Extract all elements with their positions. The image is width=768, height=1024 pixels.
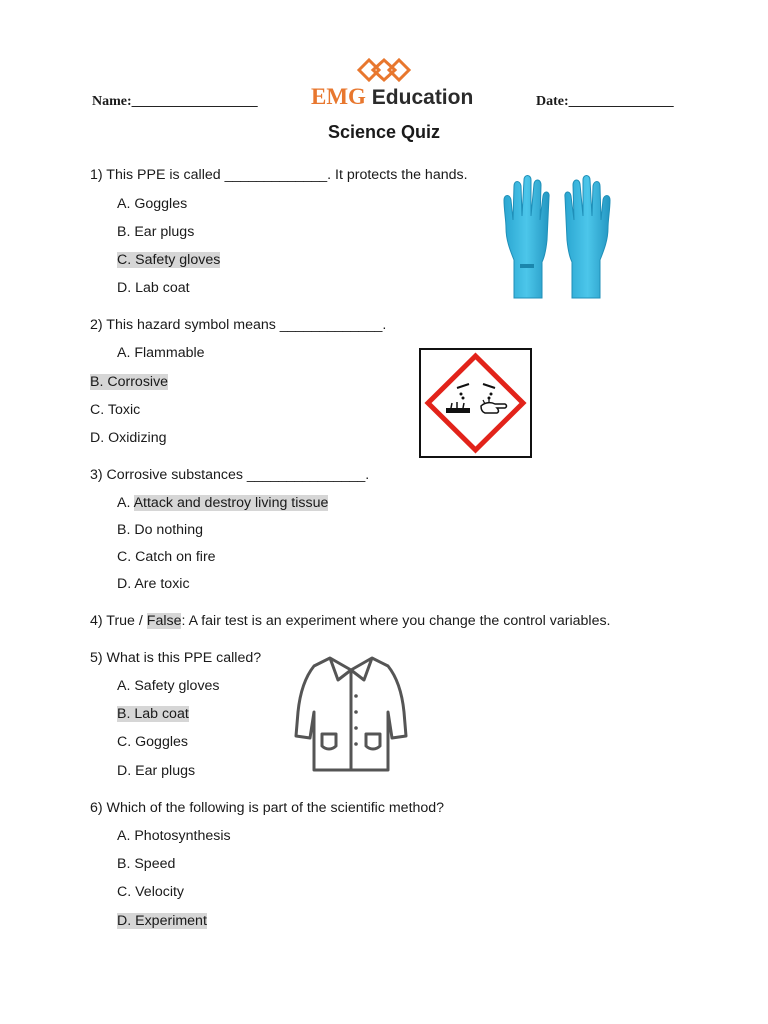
q3-option-a-label: Attack and destroy living tissue xyxy=(133,495,329,511)
q5-option-a[interactable]: A. Safety gloves xyxy=(117,678,220,694)
q3-option-c[interactable]: C. Catch on fire xyxy=(117,549,216,565)
name-field-label xyxy=(92,94,258,110)
q3-option-d[interactable]: D. Are toxic xyxy=(117,576,190,592)
name-line[interactable]: __________________ xyxy=(131,94,258,109)
question-6-text: 6) Which of the following is part of the scientific method? xyxy=(90,800,445,816)
q6-option-b[interactable]: B. Speed xyxy=(117,856,176,872)
question-1-text: 1) This PPE is called _____________. It protects the hands. xyxy=(90,167,468,183)
q6-option-c[interactable]: C. Velocity xyxy=(117,884,185,900)
logo-brand: EMG xyxy=(311,84,366,109)
q4-answer-false[interactable]: False xyxy=(146,613,182,629)
date-label: Date: xyxy=(536,94,569,109)
q6-option-d[interactable] xyxy=(117,913,207,929)
q6-option-a[interactable]: A. Photosynthesis xyxy=(117,828,231,844)
q2-option-d[interactable]: D. Oxidizing xyxy=(90,430,167,446)
q3-option-a-prefix: A. xyxy=(117,495,134,511)
q5-option-b-label: B. Lab coat xyxy=(117,706,189,722)
q3-option-a[interactable] xyxy=(117,495,328,511)
emg-logo-icon xyxy=(355,56,413,84)
question-5-text: 5) What is this PPE called? xyxy=(90,650,262,666)
q1-option-c-label: C. Safety gloves xyxy=(117,252,221,268)
corrosive-hazard-icon xyxy=(419,348,532,458)
q1-option-c[interactable] xyxy=(117,252,220,268)
q1-option-d[interactable]: D. Lab coat xyxy=(117,280,190,296)
q2-option-c[interactable]: C. Toxic xyxy=(90,402,141,418)
q1-option-a[interactable]: A. Goggles xyxy=(117,196,188,212)
q4-text-pre: 4) True / xyxy=(90,613,147,629)
lab-coat-image xyxy=(292,652,410,776)
logo-wordmark xyxy=(311,84,473,110)
q3-option-b[interactable]: B. Do nothing xyxy=(117,522,203,538)
q2-option-a[interactable]: A. Flammable xyxy=(117,345,205,361)
corrosive-symbol-image xyxy=(419,348,532,458)
gloves-image xyxy=(500,170,620,304)
q6-option-d-label: D. Experiment xyxy=(117,913,207,929)
q2-option-b[interactable] xyxy=(90,374,168,390)
gloves-icon xyxy=(500,170,620,304)
q4-text-post: : A fair test is an experiment where you change the control variables. xyxy=(181,613,611,629)
name-label: Name: xyxy=(92,94,132,109)
q2-option-b-label: B. Corrosive xyxy=(90,374,169,390)
q1-option-b[interactable]: B. Ear plugs xyxy=(117,224,195,240)
q5-option-d[interactable]: D. Ear plugs xyxy=(117,763,196,779)
q5-option-b[interactable] xyxy=(117,706,189,722)
lab-coat-icon xyxy=(292,652,410,776)
logo-mark xyxy=(355,56,413,84)
question-4-text xyxy=(90,613,611,629)
date-line[interactable]: _______________ xyxy=(568,94,674,109)
question-3-text: 3) Corrosive substances _______________. xyxy=(90,467,370,483)
q5-option-c[interactable]: C. Goggles xyxy=(117,734,188,750)
logo-word: Education xyxy=(371,86,474,109)
page-title: Science Quiz xyxy=(327,122,441,142)
date-field-label xyxy=(536,94,674,110)
question-2-text: 2) This hazard symbol means _____________. xyxy=(90,317,387,333)
